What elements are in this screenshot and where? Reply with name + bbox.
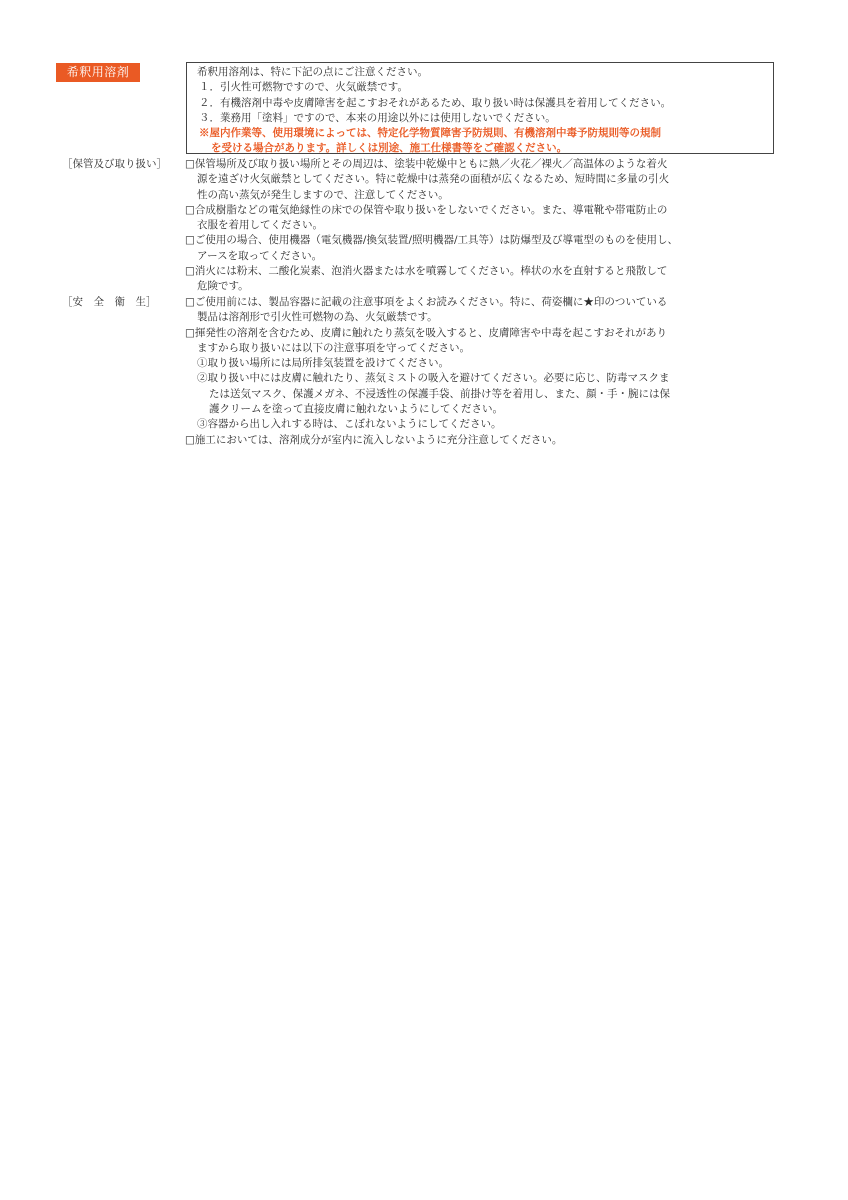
safety-line: ①取り扱い場所には局所排気装置を設けてください。 xyxy=(197,357,449,370)
safety-line: ますから取り扱いには以下の注意事項を守ってください。 xyxy=(197,341,470,354)
safety-line: ③容器から出し入れする時は、こぼれないようにしてください。 xyxy=(197,418,502,431)
safety-line: 製品は溶剤形で引火性可燃物の為、火気厳禁です。 xyxy=(197,311,438,324)
storage-line: □消火には粉末、二酸化炭素、泡消火器または水を噴霧してください。棒状の水を直射すると飛散して xyxy=(185,265,668,278)
notice-intro: 希釈用溶剤は、特に下記の点にご注意ください。 xyxy=(197,66,428,78)
storage-line: 危険です。 xyxy=(197,280,249,293)
section-tag: 希釈用溶剤 xyxy=(56,63,140,82)
safety-line: 護クリームを塗って直接皮膚に触れないようにしてください。 xyxy=(209,403,503,416)
safety-line: たは送気マスク、保護メガネ、不浸透性の保護手袋、前掛け等を着用し、また、顔・手・腕には保 xyxy=(209,387,670,400)
notice-item: ２．有機溶剤中毒や皮膚障害を起こすおそれがあるため、取り扱い時は保護具を着用してください。 xyxy=(199,96,672,109)
storage-line: 衣服を着用してください。 xyxy=(197,219,323,232)
storage-line: アースを取ってください。 xyxy=(197,249,323,262)
storage-line: □合成樹脂などの電気絶縁性の床での保管や取り扱いをしないでください。また、導電靴や帯電防止の xyxy=(185,203,668,216)
safety-line: □施工においては、溶剤成分が室内に流入しないように充分注意してください。 xyxy=(185,433,563,446)
safety-line: ②取り扱い中には皮膚に触れたり、蒸気ミストの吸入を避けてください。必要に応じ、防毒マスクま xyxy=(197,372,670,385)
regulation-warning: ※屋内作業等、使用環境によっては、特定化学物質障害予防規則、有機溶剤中毒予防規則等の規制 xyxy=(199,127,661,140)
storage-line: □ご使用の場合、使用機器（電気機器/換気装置/照明機器/工具等）は防爆型及び導電型のものを使用し、 xyxy=(185,234,679,247)
safety-body xyxy=(185,295,782,448)
safety-label: ［安 全 衛 生］ xyxy=(62,296,157,308)
storage-line: 源を遠ざけ火気厳禁としてください。特に乾燥中は蒸発の面積が広くなるため、短時間に多量の引火 xyxy=(197,173,670,186)
notice-item: ３．業務用「塗料」ですので、本来の用途以外には使用しないでください。 xyxy=(199,111,556,124)
regulation-warning: を受ける場合があります。詳しくは別途、施工仕様書等をご確認ください。 xyxy=(211,142,568,155)
safety-line: □揮発性の溶剤を含むため、皮膚に触れたり蒸気を吸入すると、皮膚障害や中毒を起こすおそれがあり xyxy=(185,326,667,339)
storage-label: ［保管及び取り扱い］ xyxy=(62,158,167,170)
notice-box xyxy=(186,62,774,154)
notice-item: １．引火性可燃物ですので、火気厳禁です。 xyxy=(199,81,408,94)
storage-line: □保管場所及び取り扱い場所とその周辺は、塗装中乾燥中ともに熱／火花／裸火／高温体のような着火 xyxy=(185,158,668,170)
storage-body xyxy=(185,157,782,295)
storage-line: 性の高い蒸気が発生しますので、注意してください。 xyxy=(197,188,449,201)
safety-line: □ご使用前には、製品容器に記載の注意事項をよくお読みください。特に、荷姿欄に★印のついている xyxy=(185,296,668,308)
